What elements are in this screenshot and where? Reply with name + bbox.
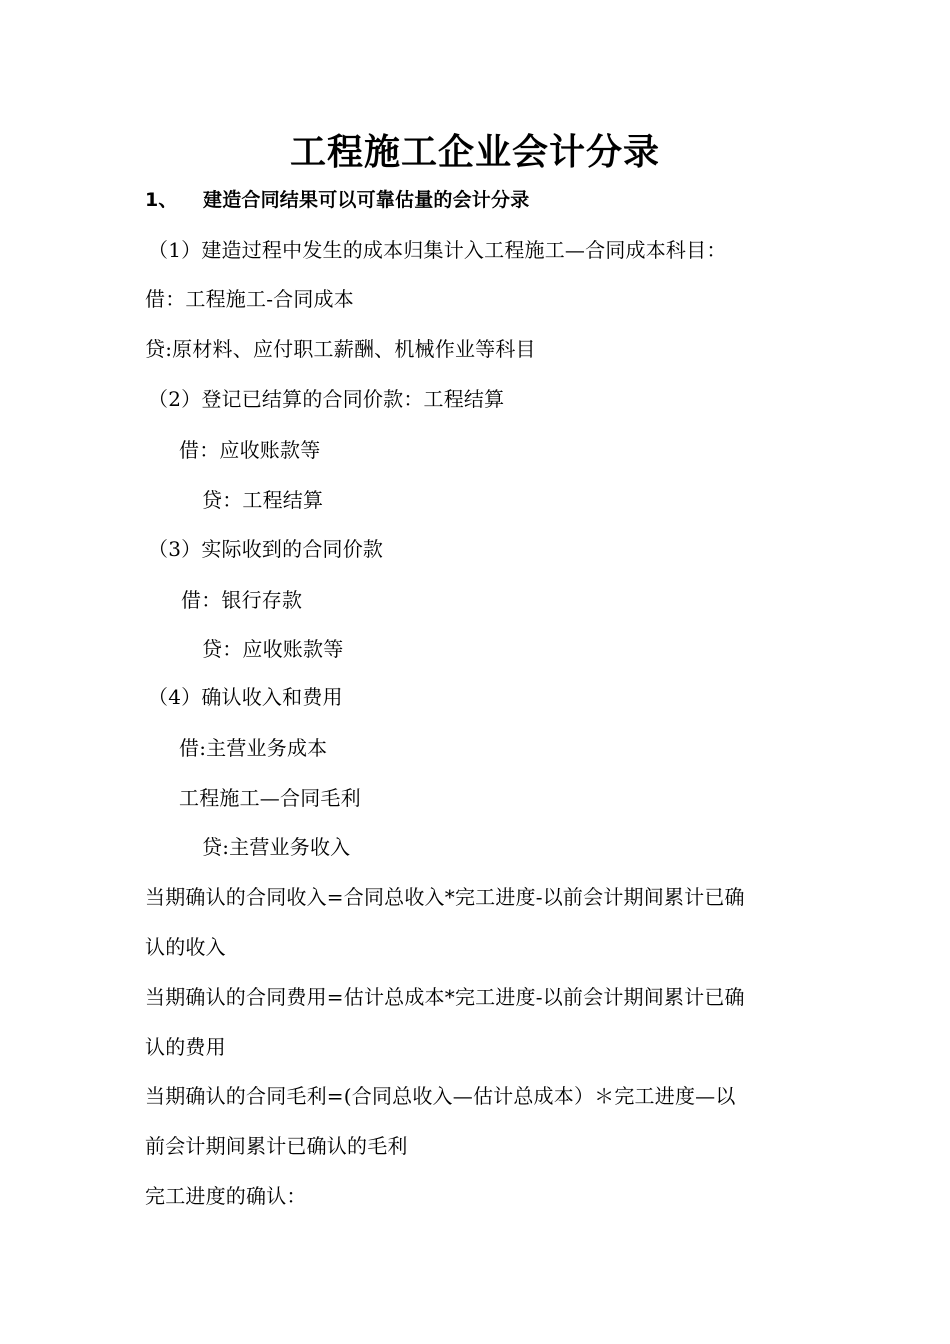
- section-heading-text: 建造合同结果可以可靠估量的会计分录: [203, 189, 530, 211]
- text-line: 借：应收账款等: [179, 438, 321, 462]
- text-line: （1）建造过程中发生的成本归集计入工程施工—合同成本科目：: [148, 238, 727, 262]
- text-line: 当期确认的合同费用=估计总成本*完工进度-以前会计期间累计已确: [145, 985, 745, 1009]
- text-line: 前会计期间累计已确认的毛利: [145, 1134, 408, 1158]
- text-line: 当期确认的合同收入=合同总收入*完工进度-以前会计期间累计已确: [145, 885, 745, 909]
- section-heading: [145, 186, 529, 214]
- text-line: 贷:原材料、应付职工薪酬、机械作业等科目: [145, 337, 536, 361]
- text-line: 当期确认的合同毛利=(合同总收入—估计总成本）＊完工进度—以: [145, 1084, 736, 1108]
- text-line: 认的费用: [145, 1035, 226, 1059]
- section-number: 1、: [145, 189, 178, 211]
- text-line: 工程施工—合同毛利: [179, 786, 361, 810]
- text-line: 借:主营业务成本: [179, 736, 328, 760]
- document-title: 工程施工企业会计分录: [289, 131, 660, 173]
- text-line: （4）确认收入和费用: [148, 685, 343, 709]
- text-line: 完工进度的确认：: [145, 1184, 307, 1208]
- text-line: 贷：工程结算: [202, 488, 324, 512]
- text-line: 贷：应收账款等: [202, 637, 344, 661]
- text-line: （2）登记已结算的合同价款：工程结算: [148, 387, 505, 411]
- text-line: （3）实际收到的合同价款: [148, 537, 384, 561]
- text-line: 借：工程施工-合同成本: [145, 287, 354, 311]
- text-line: 贷:主营业务收入: [202, 835, 351, 859]
- text-line: 借：银行存款: [181, 588, 303, 612]
- text-line: 认的收入: [145, 935, 226, 959]
